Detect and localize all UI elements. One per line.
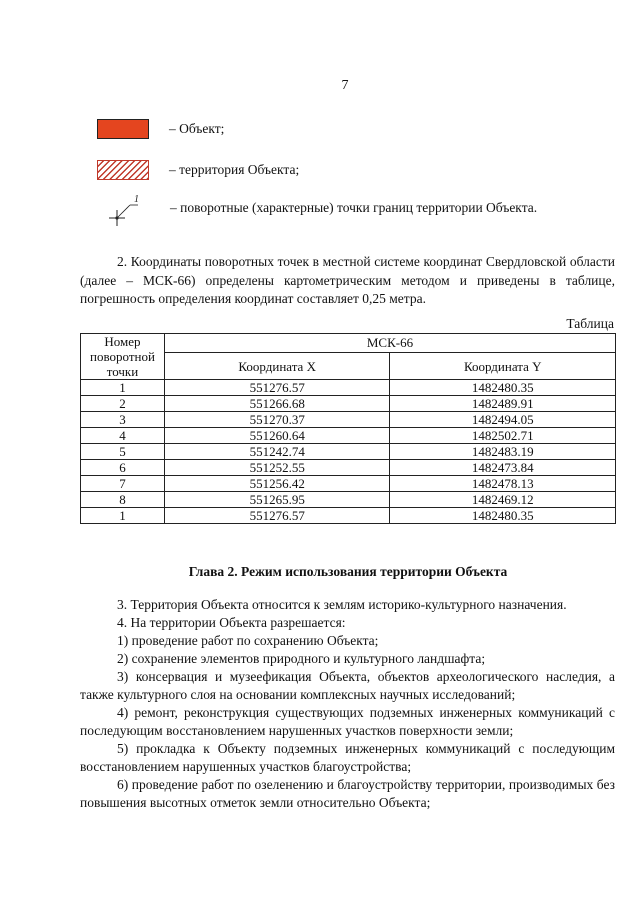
- list-item-3: 3) консервация и музеефикация Объекта, объектов археологического наследия, а также культурного слоя на основании комплексных научных исследований;: [80, 669, 615, 702]
- cell-x: 551265.95: [164, 492, 390, 508]
- table-row: [81, 396, 616, 412]
- cell-point: 2: [81, 396, 165, 412]
- paragraph-2: 2. Координаты поворотных точек в местной системе координат Свердловской области (далее – МСК-66) определены картометрическим методом и приведены в таблице, погрешность определения координат составляет 0,25 метра.: [80, 254, 615, 306]
- cell-point: 1: [81, 508, 165, 524]
- cell-x: 551252.55: [164, 460, 390, 476]
- legend-text-territory: – территория Объекта;: [169, 162, 300, 177]
- cell-y: 1482478.13: [390, 476, 616, 492]
- hatched-red-swatch-icon: [97, 160, 149, 180]
- table-row: [81, 380, 616, 396]
- legend-text-object: – Объект;: [169, 121, 225, 136]
- header-coordinate-y: Координата Y: [390, 353, 616, 380]
- cell-x: 551260.64: [164, 428, 390, 444]
- list-item-5: 5) прокладка к Объекту подземных инженерных коммуникаций с последующим восстановлением нарушенных участков благоустройства;: [80, 741, 615, 774]
- table-caption: Таблица: [566, 316, 614, 331]
- cell-point: 1: [81, 380, 165, 396]
- cell-y: 1482480.35: [390, 508, 616, 524]
- cell-x: 551276.57: [164, 508, 390, 524]
- cell-x: 551256.42: [164, 476, 390, 492]
- cell-x: 551270.37: [164, 412, 390, 428]
- legend-item-territory: [97, 160, 299, 180]
- list-item-2: 2) сохранение элементов природного и культурного ландшафта;: [117, 651, 486, 666]
- cell-point: 7: [81, 476, 165, 492]
- cell-point: 3: [81, 412, 165, 428]
- table-row: [81, 460, 616, 476]
- table-row: [81, 476, 616, 492]
- cell-y: 1482494.05: [390, 412, 616, 428]
- solid-red-swatch-icon: [97, 119, 149, 139]
- table-row: [81, 444, 616, 460]
- cell-point: 6: [81, 460, 165, 476]
- legend-item-object: [97, 119, 224, 139]
- cell-y: 1482480.35: [390, 380, 616, 396]
- list-item-1: 1) проведение работ по сохранению Объекта;: [117, 633, 379, 648]
- table-row: [81, 492, 616, 508]
- cell-x: 551276.57: [164, 380, 390, 396]
- turning-point-label: 1: [134, 194, 139, 205]
- list-item-6: 6) проведение работ по озеленению и благоустройству территории, производимых без повышения высотных отметок земли относительно Объекта;: [80, 777, 615, 810]
- cell-y: 1482502.71: [390, 428, 616, 444]
- cell-point: 4: [81, 428, 165, 444]
- header-point-number: Номер поворотной точки: [81, 334, 165, 380]
- turning-point-symbol-icon: [98, 190, 148, 226]
- table-row: [81, 412, 616, 428]
- page-number: 7: [341, 78, 349, 93]
- list-item-4: 4) ремонт, реконструкция существующих подземных инженерных коммуникаций с последующим восстановлением нарушенных участков поверхности земли;: [80, 705, 615, 738]
- cell-y: 1482469.12: [390, 492, 616, 508]
- cell-y: 1482483.19: [390, 444, 616, 460]
- cell-point: 5: [81, 444, 165, 460]
- legend-text-turning-point: – поворотные (характерные) точки границ территории Объекта.: [170, 200, 538, 215]
- cell-x: 551266.68: [164, 396, 390, 412]
- cell-point: 8: [81, 492, 165, 508]
- cell-y: 1482473.84: [390, 460, 616, 476]
- paragraph-4: 4. На территории Объекта разрешается:: [117, 615, 346, 630]
- cell-x: 551242.74: [164, 444, 390, 460]
- table-row: [81, 508, 616, 524]
- table-row: [81, 428, 616, 444]
- header-coordinate-x: Координата X: [164, 353, 390, 380]
- paragraph-3: 3. Территория Объекта относится к землям историко-культурного назначения.: [117, 597, 567, 612]
- cell-y: 1482489.91: [390, 396, 616, 412]
- header-coordinate-system: МСК-66: [164, 334, 615, 353]
- chapter-title: Глава 2. Режим использования территории Объекта: [188, 564, 508, 579]
- legend-item-turning-point: [98, 190, 537, 226]
- coordinates-table: [80, 333, 616, 524]
